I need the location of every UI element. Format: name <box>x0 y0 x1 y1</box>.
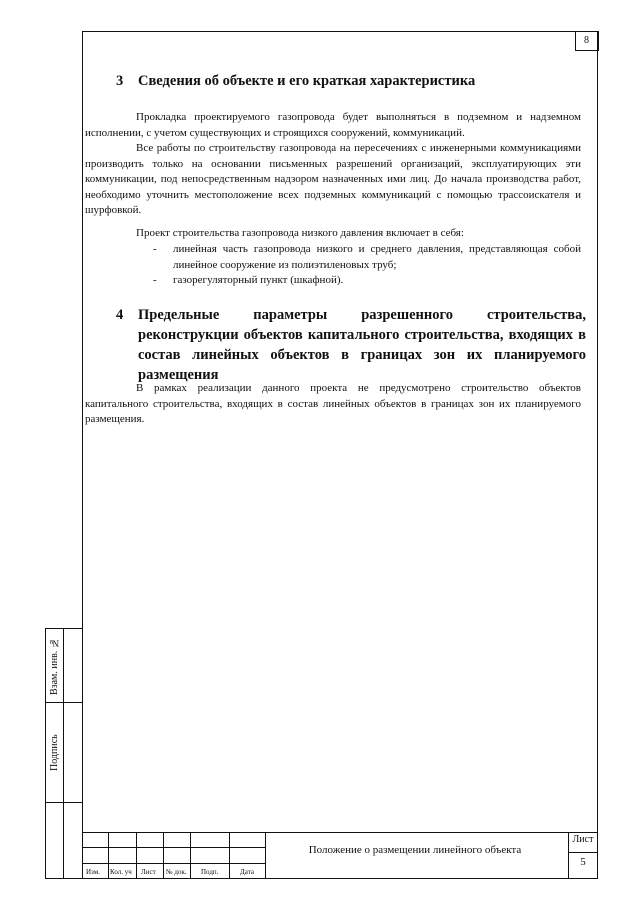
section-4-paragraph: В рамках реализации данного проекта не предусмотрено строительство объектов капитального строительства, входящих в состав линейных объектов в границах зон их планируемого размещения. <box>85 382 581 425</box>
section-4-title: Предельные параметры разрешенного строительства, реконструкции объектов капитального строительства, входящих в состав линейных объектов в границах зон их планируемого размещения <box>138 307 586 383</box>
document-title: Положение о размещении линейного объекта <box>308 844 522 856</box>
label-podp: Подп. <box>201 868 219 876</box>
sheet-number: 5 <box>580 856 586 868</box>
side-strip <box>45 628 82 879</box>
label-list: Лист <box>141 868 156 876</box>
title-block <box>82 832 598 879</box>
list-dash: - <box>153 243 157 255</box>
list-item-text: линейная часть газопровода низкого и среднего давления, представляющая собой линейное сооружение из полиэтиленовых труб; <box>173 243 581 271</box>
section-3-heading <box>116 71 586 91</box>
label-n-dok: № док. <box>166 868 187 876</box>
podpis-label: Подпись <box>49 734 60 772</box>
section-3-paragraph-2: Все работы по строительству газопровода на пересечениях с инженерными коммуникациями производить только на основании письменных разрешений организаций, эксплуатирующих эти коммуникации, под непосредственным надзором назначенных ими лиц. До начала производства работ, необходимо уточнить местоположение всех подземных коммуникаций с помощью трассоискателя и шурфовкой. <box>85 142 581 216</box>
list-dash: - <box>153 274 157 286</box>
label-data: Дата <box>240 868 254 876</box>
section-3-number: 3 <box>116 73 124 89</box>
label-izm: Изм. <box>86 868 100 876</box>
section-3-title: Сведения об объекте и его краткая характеристика <box>138 73 476 89</box>
section-4-number: 4 <box>116 307 124 323</box>
vzam-inv-label: Взам. инв. № <box>49 637 60 695</box>
section-3-paragraph-1: Прокладка проектируемого газопровода будет выполняться в подземном и надземном исполнении, с учетом существующих и строящихся сооружений, коммуникаций. <box>85 111 581 139</box>
list-item-text: газорегуляторный пункт (шкафной). <box>173 274 344 286</box>
page-number: 8 <box>575 31 599 51</box>
sheet-label: Лист <box>572 834 594 845</box>
label-kol-uch: Кол. уч <box>110 868 132 876</box>
section-4-heading <box>116 305 586 383</box>
section-3-paragraph-3: Проект строительства газопровода низкого давления включает в себя: <box>136 227 464 239</box>
